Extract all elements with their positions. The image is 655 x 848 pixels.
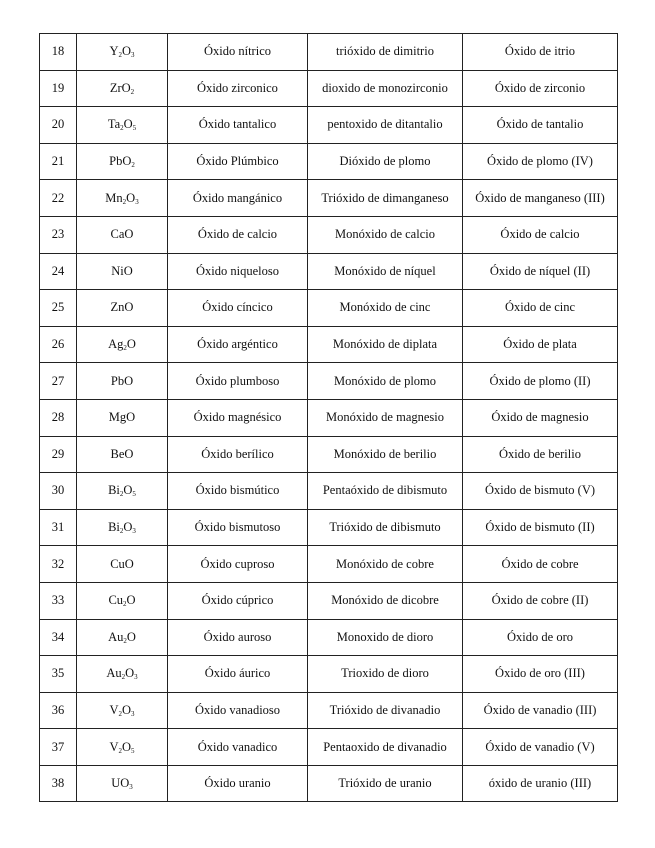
- formula-cell: [77, 70, 168, 107]
- stoichiometric-name-cell: Monóxido de magnesio: [308, 399, 463, 436]
- formula-cell: [77, 363, 168, 400]
- formula-symbol: Ag: [108, 337, 124, 352]
- formula-cell: [77, 107, 168, 144]
- traditional-name-cell: Óxido nítrico: [168, 34, 308, 71]
- stock-name-cell: Óxido de bismuto (V): [463, 473, 618, 510]
- stoichiometric-name-cell: Monoxido de dioro: [308, 619, 463, 656]
- formula-symbol: UO: [111, 776, 130, 791]
- row-number-cell: 34: [40, 619, 77, 656]
- table-row: [40, 70, 618, 107]
- table-row: [40, 582, 618, 619]
- stock-name-cell: Óxido de cobre (II): [463, 582, 618, 619]
- table-row: [40, 656, 618, 693]
- formula-symbol: CuO: [110, 556, 134, 571]
- formula-subscript: 2: [130, 87, 135, 96]
- formula-symbol: O: [126, 629, 136, 644]
- stock-name-cell: Óxido de itrio: [463, 34, 618, 71]
- stock-name-cell: óxido de uranio (III): [463, 765, 618, 802]
- row-number-cell: 28: [40, 399, 77, 436]
- stock-name-cell: Óxido de vanadio (V): [463, 729, 618, 766]
- formula-cell: [77, 253, 168, 290]
- row-number-cell: 35: [40, 656, 77, 693]
- stock-name-cell: Óxido de plomo (II): [463, 363, 618, 400]
- formula-symbol: ZrO: [109, 80, 131, 95]
- stoichiometric-name-cell: Monóxido de diplata: [308, 326, 463, 363]
- traditional-name-cell: Óxido mangánico: [168, 180, 308, 217]
- row-number-cell: 24: [40, 253, 77, 290]
- formula-symbol: O: [123, 520, 133, 535]
- table-row: [40, 180, 618, 217]
- stoichiometric-name-cell: Monóxido de berilio: [308, 436, 463, 473]
- row-number-cell: 38: [40, 765, 77, 802]
- formula-symbol: V: [109, 702, 119, 717]
- table-row: [40, 253, 618, 290]
- stoichiometric-name-cell: Monóxido de cinc: [308, 290, 463, 327]
- oxide-nomenclature-table: [39, 33, 618, 802]
- stock-name-cell: Óxido de tantalio: [463, 107, 618, 144]
- traditional-name-cell: Óxido vanadico: [168, 729, 308, 766]
- stoichiometric-name-cell: Dióxido de plomo: [308, 143, 463, 180]
- stock-name-cell: Óxido de vanadio (III): [463, 692, 618, 729]
- formula-subscript: 2: [120, 124, 124, 133]
- formula-subscript: 2: [123, 600, 127, 609]
- formula-cell: [77, 692, 168, 729]
- stock-name-cell: Óxido de zirconio: [463, 70, 618, 107]
- formula-subscript: 3: [132, 527, 136, 536]
- traditional-name-cell: Óxido de calcio: [168, 216, 308, 253]
- formula-symbol: MgO: [108, 410, 136, 425]
- stock-name-cell: Óxido de bismuto (II): [463, 509, 618, 546]
- stoichiometric-name-cell: Pentaóxido de dibismuto: [308, 473, 463, 510]
- traditional-name-cell: Óxido cuproso: [168, 546, 308, 583]
- table-row: [40, 619, 618, 656]
- formula-cell: [77, 546, 168, 583]
- row-number-cell: 33: [40, 582, 77, 619]
- formula-symbol: Y: [109, 44, 119, 59]
- formula-symbol: V: [109, 739, 119, 754]
- traditional-name-cell: Óxido bismútico: [168, 473, 308, 510]
- traditional-name-cell: Óxido vanadioso: [168, 692, 308, 729]
- formula-symbol: Mn: [105, 190, 123, 205]
- stock-name-cell: Óxido de manganeso (III): [463, 180, 618, 217]
- formula-symbol: O: [126, 190, 136, 205]
- formula-symbol: Bi: [108, 483, 120, 498]
- formula-symbol: PbO: [110, 373, 134, 388]
- table-row: [40, 765, 618, 802]
- stoichiometric-name-cell: Trióxido de divanadio: [308, 692, 463, 729]
- stock-name-cell: Óxido de magnesio: [463, 399, 618, 436]
- formula-subscript: 2: [118, 709, 122, 718]
- table-row: [40, 290, 618, 327]
- stoichiometric-name-cell: Pentaoxido de divanadio: [308, 729, 463, 766]
- formula-subscript: 2: [123, 636, 127, 645]
- stoichiometric-name-cell: Monóxido de cobre: [308, 546, 463, 583]
- formula-symbol: O: [125, 666, 135, 681]
- stoichiometric-name-cell: Monóxido de níquel: [308, 253, 463, 290]
- formula-symbol: BeO: [110, 446, 134, 461]
- formula-symbol: O: [122, 739, 132, 754]
- row-number-cell: 18: [40, 34, 77, 71]
- stoichiometric-name-cell: Trióxido de uranio: [308, 765, 463, 802]
- stock-name-cell: Óxido de berilio: [463, 436, 618, 473]
- row-number-cell: 36: [40, 692, 77, 729]
- table-row: [40, 363, 618, 400]
- formula-symbol: O: [122, 44, 132, 59]
- formula-symbol: ZnO: [110, 300, 134, 315]
- formula-subscript: 2: [118, 746, 122, 755]
- stock-name-cell: Óxido de oro: [463, 619, 618, 656]
- traditional-name-cell: Óxido niqueloso: [168, 253, 308, 290]
- table-row: [40, 399, 618, 436]
- row-number-cell: 19: [40, 70, 77, 107]
- stoichiometric-name-cell: Monóxido de calcio: [308, 216, 463, 253]
- formula-symbol: O: [122, 702, 132, 717]
- traditional-name-cell: Óxido Plúmbico: [168, 143, 308, 180]
- formula-symbol: PbO: [109, 154, 132, 169]
- formula-cell: [77, 509, 168, 546]
- stock-name-cell: Óxido de níquel (II): [463, 253, 618, 290]
- traditional-name-cell: Óxido áurico: [168, 656, 308, 693]
- row-number-cell: 25: [40, 290, 77, 327]
- table-row: [40, 436, 618, 473]
- row-number-cell: 22: [40, 180, 77, 217]
- formula-symbol: O: [123, 117, 133, 132]
- row-number-cell: 37: [40, 729, 77, 766]
- formula-cell: [77, 656, 168, 693]
- traditional-name-cell: Óxido magnésico: [168, 399, 308, 436]
- stock-name-cell: Óxido de oro (III): [463, 656, 618, 693]
- table-row: [40, 473, 618, 510]
- formula-cell: [77, 765, 168, 802]
- formula-subscript: 2: [119, 490, 124, 499]
- formula-subscript: 5: [132, 124, 137, 133]
- formula-cell: [77, 729, 168, 766]
- stoichiometric-name-cell: pentoxido de ditantalio: [308, 107, 463, 144]
- stoichiometric-name-cell: Trióxido de dibismuto: [308, 509, 463, 546]
- traditional-name-cell: Óxido zirconico: [168, 70, 308, 107]
- formula-cell: [77, 290, 168, 327]
- stock-name-cell: Óxido de plomo (IV): [463, 143, 618, 180]
- row-number-cell: 29: [40, 436, 77, 473]
- traditional-name-cell: Óxido cúprico: [168, 582, 308, 619]
- formula-cell: [77, 619, 168, 656]
- formula-symbol: NiO: [111, 263, 133, 278]
- formula-cell: [77, 180, 168, 217]
- formula-symbol: O: [123, 483, 133, 498]
- stock-name-cell: Óxido de cinc: [463, 290, 618, 327]
- formula-subscript: 2: [123, 344, 127, 353]
- table-row: [40, 509, 618, 546]
- formula-cell: [77, 34, 168, 71]
- stock-name-cell: Óxido de cobre: [463, 546, 618, 583]
- formula-symbol: Cu: [108, 593, 124, 608]
- stoichiometric-name-cell: Monóxido de plomo: [308, 363, 463, 400]
- row-number-cell: 26: [40, 326, 77, 363]
- formula-subscript: 2: [131, 161, 135, 170]
- formula-symbol: Ta: [107, 117, 121, 132]
- traditional-name-cell: Óxido cíncico: [168, 290, 308, 327]
- formula-cell: [77, 399, 168, 436]
- formula-symbol: O: [126, 337, 136, 352]
- traditional-name-cell: Óxido auroso: [168, 619, 308, 656]
- stock-name-cell: Óxido de calcio: [463, 216, 618, 253]
- formula-cell: [77, 326, 168, 363]
- table-row: [40, 692, 618, 729]
- stoichiometric-name-cell: Trióxido de dimanganeso: [308, 180, 463, 217]
- formula-cell: [77, 582, 168, 619]
- table-row: [40, 143, 618, 180]
- formula-symbol: Bi: [108, 520, 120, 535]
- formula-subscript: 3: [129, 783, 133, 792]
- traditional-name-cell: Óxido bismutoso: [168, 509, 308, 546]
- stoichiometric-name-cell: Monóxido de dicobre: [308, 582, 463, 619]
- formula-subscript: 2: [121, 673, 126, 682]
- formula-subscript: 2: [122, 197, 127, 206]
- traditional-name-cell: Óxido plumboso: [168, 363, 308, 400]
- row-number-cell: 23: [40, 216, 77, 253]
- row-number-cell: 21: [40, 143, 77, 180]
- traditional-name-cell: Óxido berílico: [168, 436, 308, 473]
- formula-subscript: 5: [131, 746, 135, 755]
- formula-subscript: 2: [119, 527, 124, 536]
- stock-name-cell: Óxido de plata: [463, 326, 618, 363]
- stoichiometric-name-cell: dioxido de monozirconio: [308, 70, 463, 107]
- table-row: [40, 216, 618, 253]
- table-row: [40, 546, 618, 583]
- formula-symbol: Au: [108, 629, 124, 644]
- formula-symbol: O: [126, 593, 136, 608]
- formula-cell: [77, 473, 168, 510]
- formula-subscript: 3: [131, 709, 135, 718]
- stoichiometric-name-cell: Trioxido de dioro: [308, 656, 463, 693]
- formula-cell: [77, 436, 168, 473]
- formula-symbol: CaO: [110, 227, 134, 242]
- row-number-cell: 32: [40, 546, 77, 583]
- formula-subscript: 5: [132, 490, 136, 499]
- table-row: [40, 326, 618, 363]
- formula-cell: [77, 143, 168, 180]
- formula-subscript: 3: [135, 197, 139, 206]
- traditional-name-cell: Óxido uranio: [168, 765, 308, 802]
- table-row: [40, 34, 618, 71]
- table-row: [40, 107, 618, 144]
- row-number-cell: 27: [40, 363, 77, 400]
- formula-subscript: 3: [131, 51, 135, 60]
- table-body: [40, 34, 618, 802]
- formula-subscript: 2: [118, 51, 122, 60]
- formula-symbol: Au: [106, 666, 122, 681]
- row-number-cell: 31: [40, 509, 77, 546]
- row-number-cell: 30: [40, 473, 77, 510]
- formula-cell: [77, 216, 168, 253]
- table-row: [40, 729, 618, 766]
- row-number-cell: 20: [40, 107, 77, 144]
- formula-subscript: 3: [134, 673, 138, 682]
- stoichiometric-name-cell: trióxido de dimitrio: [308, 34, 463, 71]
- traditional-name-cell: Óxido tantalico: [168, 107, 308, 144]
- traditional-name-cell: Óxido argéntico: [168, 326, 308, 363]
